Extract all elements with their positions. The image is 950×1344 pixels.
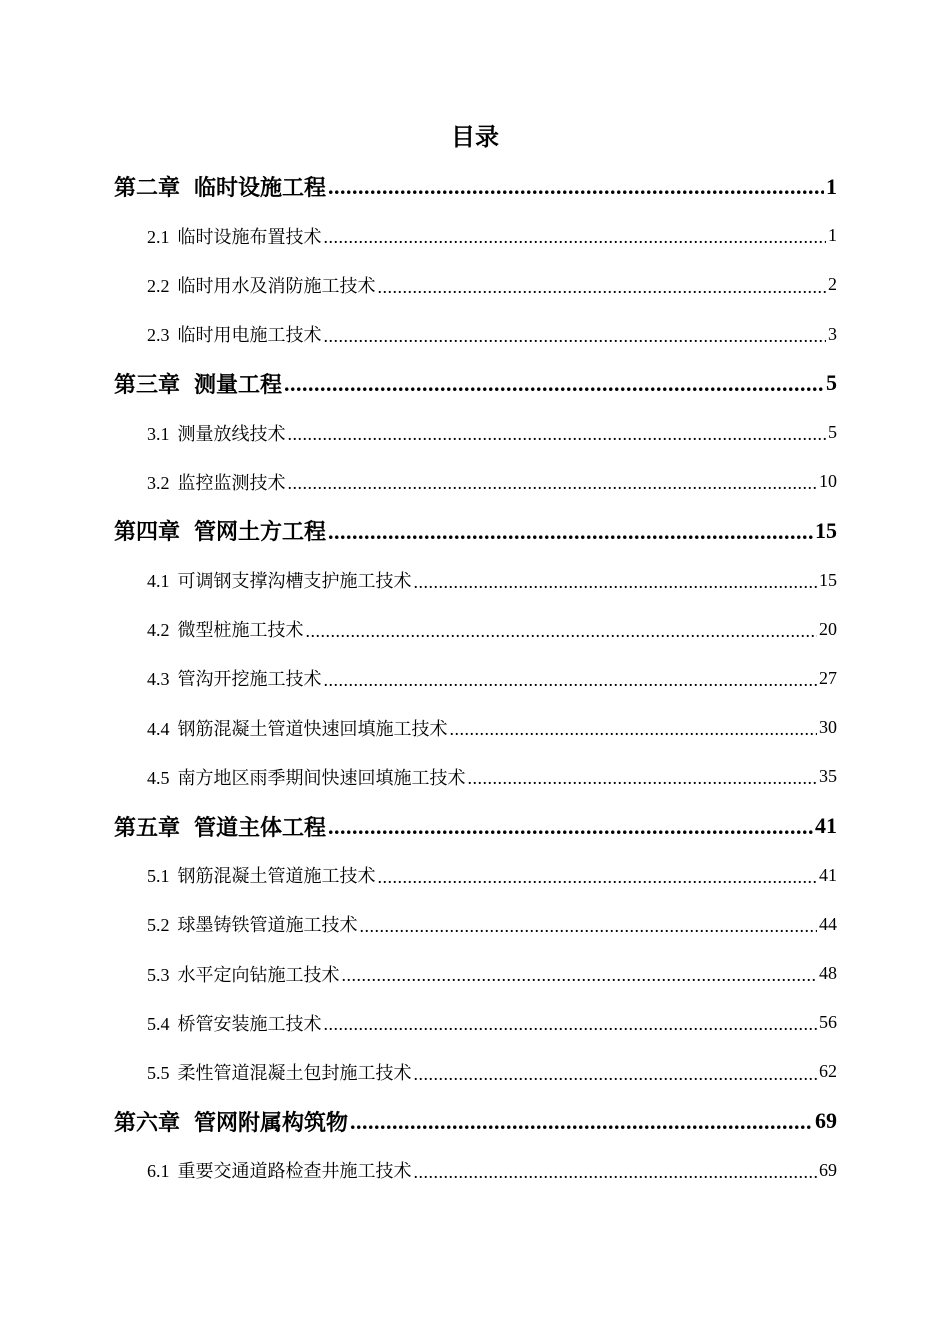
toc-entry-title: 柔性管道混凝土包封施工技术 — [177, 1062, 412, 1083]
toc-section-entry[interactable] — [0, 900, 950, 949]
page-title: 目录 — [451, 125, 499, 151]
toc-entry-title: 球墨铸铁管道施工技术 — [177, 915, 358, 936]
toc-entry-number: 第二章 — [114, 175, 181, 201]
toc-entry-title: 钢筋混凝土管道施工技术 — [177, 866, 376, 887]
toc-entry-title: 临时设施工程 — [194, 175, 327, 201]
toc-entry-text — [114, 368, 282, 399]
toc-entry-page: 69 — [815, 1108, 837, 1134]
toc-entry-text — [147, 1059, 412, 1085]
toc-entry-title: 管道主体工程 — [194, 814, 327, 840]
toc-entry-title: 管网附属构筑物 — [194, 1109, 349, 1135]
toc-entry-page: 15 — [815, 517, 837, 543]
toc-entry-title: 水平定向钻施工技术 — [177, 964, 340, 985]
toc-entry-title: 管沟开挖施工技术 — [177, 669, 322, 690]
toc-entry-number: 5.3 — [147, 964, 170, 985]
toc-entry-text — [147, 420, 286, 446]
toc-section-entry[interactable] — [0, 1146, 950, 1195]
toc-chapter-entry[interactable] — [0, 506, 950, 555]
table-of-contents — [0, 162, 950, 1195]
toc-section-entry[interactable] — [0, 998, 950, 1047]
toc-entry-number: 5.4 — [147, 1013, 170, 1034]
toc-section-entry[interactable] — [0, 1047, 950, 1096]
toc-entry-number: 5.1 — [147, 866, 170, 887]
toc-chapter-entry[interactable] — [0, 801, 950, 850]
toc-entry-number: 第四章 — [114, 519, 181, 545]
toc-section-entry[interactable] — [0, 408, 950, 457]
toc-entry-title: 临时用电施工技术 — [177, 325, 322, 346]
toc-entry-text — [147, 961, 340, 987]
toc-entry-number: 5.5 — [147, 1062, 170, 1083]
toc-entry-number: 2.2 — [147, 275, 170, 296]
toc-leader-dots — [328, 519, 813, 556]
toc-section-entry[interactable] — [0, 752, 950, 801]
toc-entry-text — [147, 715, 448, 741]
toc-entry-title: 南方地区雨季期间快速回填施工技术 — [177, 767, 466, 788]
toc-entry-text — [147, 469, 286, 495]
toc-entry-text — [147, 911, 358, 937]
toc-entry-text — [114, 1106, 348, 1137]
toc-entry-page: 41 — [815, 813, 837, 839]
toc-leader-dots — [284, 371, 824, 408]
toc-leader-dots — [328, 814, 813, 851]
toc-section-entry[interactable] — [0, 556, 950, 605]
toc-entry-page: 2 — [828, 274, 837, 295]
toc-leader-dots — [378, 277, 827, 310]
toc-entry-page: 1 — [826, 173, 837, 199]
toc-entry-title: 微型桩施工技术 — [177, 620, 304, 641]
toc-entry-page: 30 — [819, 717, 837, 738]
toc-entry-title: 临时用水及消防施工技术 — [177, 275, 376, 296]
toc-entry-number: 4.1 — [147, 571, 170, 592]
toc-entry-number: 4.4 — [147, 718, 170, 739]
toc-entry-page: 56 — [819, 1012, 837, 1033]
toc-section-entry[interactable] — [0, 260, 950, 309]
toc-entry-text — [147, 223, 322, 249]
toc-chapter-entry[interactable] — [0, 359, 950, 408]
toc-leader-dots — [324, 670, 818, 703]
toc-leader-dots — [350, 1109, 813, 1146]
toc-leader-dots — [288, 424, 827, 457]
toc-entry-title: 测量放线技术 — [177, 423, 286, 444]
toc-entry-page: 15 — [819, 569, 837, 590]
toc-section-entry[interactable] — [0, 703, 950, 752]
toc-entry-number: 2.1 — [147, 226, 170, 247]
toc-entry-page: 5 — [826, 370, 837, 396]
toc-entry-title: 钢筋混凝土管道快速回填施工技术 — [177, 718, 448, 739]
toc-entry-page: 48 — [819, 963, 837, 984]
toc-entry-page: 27 — [819, 667, 837, 688]
toc-leader-dots — [450, 719, 818, 752]
toc-entry-number: 第六章 — [114, 1109, 181, 1135]
toc-section-entry[interactable] — [0, 211, 950, 260]
toc-entry-number: 第五章 — [114, 814, 181, 840]
toc-leader-dots — [328, 174, 824, 211]
toc-entry-text — [147, 616, 304, 642]
toc-section-entry[interactable] — [0, 654, 950, 703]
toc-leader-dots — [468, 768, 818, 801]
toc-entry-number: 3.2 — [147, 472, 170, 493]
toc-section-entry[interactable] — [0, 949, 950, 998]
toc-chapter-entry[interactable] — [0, 1097, 950, 1146]
toc-entry-text — [147, 1010, 322, 1036]
toc-leader-dots — [324, 326, 827, 359]
toc-entry-text — [147, 272, 376, 298]
toc-entry-page: 69 — [819, 1159, 837, 1180]
toc-entry-number: 4.2 — [147, 620, 170, 641]
toc-entry-page: 62 — [819, 1061, 837, 1082]
toc-leader-dots — [306, 621, 818, 654]
toc-entry-page: 3 — [828, 323, 837, 344]
toc-entry-title: 管网土方工程 — [194, 519, 327, 545]
toc-entry-title: 测量工程 — [194, 371, 283, 397]
toc-entry-text — [147, 321, 322, 347]
toc-entry-number: 3.1 — [147, 423, 170, 444]
toc-entry-number: 5.2 — [147, 915, 170, 936]
toc-entry-title: 重要交通道路检查井施工技术 — [177, 1161, 412, 1182]
toc-section-entry[interactable] — [0, 457, 950, 506]
toc-entry-page: 10 — [819, 471, 837, 492]
toc-entry-title: 临时设施布置技术 — [177, 226, 322, 247]
toc-entry-number: 4.5 — [147, 767, 170, 788]
toc-entry-page: 1 — [828, 225, 837, 246]
toc-entry-text — [114, 171, 326, 202]
toc-leader-dots — [414, 1162, 818, 1195]
toc-leader-dots — [414, 1064, 818, 1097]
toc-leader-dots — [288, 473, 818, 506]
toc-entry-number: 第三章 — [114, 371, 181, 397]
toc-entry-page: 35 — [819, 766, 837, 787]
toc-leader-dots — [378, 867, 818, 900]
toc-chapter-entry[interactable] — [0, 162, 950, 211]
toc-entry-text — [147, 862, 376, 888]
toc-section-entry[interactable] — [0, 851, 950, 900]
toc-entry-text — [114, 811, 326, 842]
toc-entry-number: 2.3 — [147, 325, 170, 346]
toc-entry-text — [147, 567, 412, 593]
toc-entry-title: 可调钢支撑沟槽支护施工技术 — [177, 571, 412, 592]
toc-entry-text — [147, 665, 322, 691]
toc-entry-title: 监控监测技术 — [177, 472, 286, 493]
toc-entry-number: 6.1 — [147, 1161, 170, 1182]
toc-entry-page: 41 — [819, 864, 837, 885]
toc-entry-title: 桥管安装施工技术 — [177, 1013, 322, 1034]
toc-entry-page: 5 — [828, 422, 837, 443]
toc-leader-dots — [324, 1014, 818, 1047]
toc-entry-page: 44 — [819, 913, 837, 934]
toc-leader-dots — [342, 965, 818, 998]
toc-leader-dots — [360, 916, 818, 949]
toc-entry-text — [147, 1157, 412, 1183]
toc-section-entry[interactable] — [0, 310, 950, 359]
toc-entry-page: 20 — [819, 618, 837, 639]
toc-section-entry[interactable] — [0, 605, 950, 654]
toc-leader-dots — [414, 572, 818, 605]
toc-entry-text — [114, 515, 326, 546]
toc-leader-dots — [324, 227, 827, 260]
toc-entry-text — [147, 764, 466, 790]
toc-entry-number: 4.3 — [147, 669, 170, 690]
